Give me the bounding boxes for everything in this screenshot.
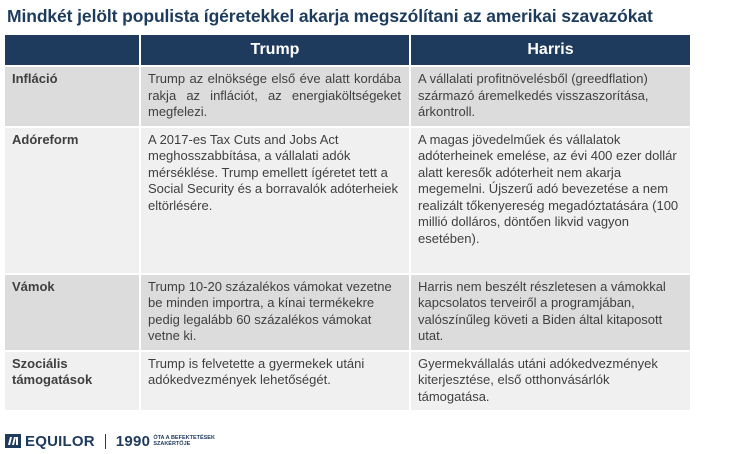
row-label: Vámok xyxy=(5,274,140,351)
trump-cell: Trump is felvetette a gyermekek utáni adókedvezmények lehetőségét. xyxy=(140,351,410,411)
table-row-social-support xyxy=(5,351,690,411)
page-title: Mindkét jelölt populista ígéretekkel akarja megszólítani az amerikai szavazókat xyxy=(7,6,653,26)
trump-cell: A 2017-es Tax Cuts and Jobs Act meghosszabbítása, a vállalati adók mérséklése. Trump emellett ígéretet tett a Social Security és a borravalók adóterheiek eltörlésére. xyxy=(140,127,410,274)
row-label: Adóreform xyxy=(5,127,140,274)
table-row-inflation xyxy=(5,66,690,127)
header-trump: Trump xyxy=(140,35,410,66)
header-harris: Harris xyxy=(410,35,690,66)
founding-year: 1990 xyxy=(115,432,151,450)
table-header-row xyxy=(5,35,690,66)
harris-cell: A vállalati profitnövelésből (greedflation) származó áremelkedés visszaszorítása, árkontroll. xyxy=(410,66,690,127)
footer xyxy=(5,432,215,450)
table-row-tariffs xyxy=(5,274,690,351)
harris-cell: Harris nem beszélt részletesen a vámokkal kapcsolatos terveiről a programjában, valószínűleg követi a Biden által kitaposott utat. xyxy=(410,274,690,351)
footer-divider xyxy=(105,434,106,449)
row-label: Infláció xyxy=(5,66,140,127)
harris-cell: Gyermekvállalás utáni adókedvezmények kiterjesztése, első otthonvásárlók támogatása. xyxy=(410,351,690,411)
tagline-line2: SZAKÉRTŐJE xyxy=(153,441,191,447)
brand-tagline xyxy=(153,435,215,448)
tagline-line1: ÓTA A BEFEKTETÉSEK xyxy=(153,434,215,441)
comparison-table xyxy=(5,35,690,410)
harris-cell: A magas jövedelműek és vállalatok adóterheinek emelése, az évi 400 ezer dollár alatt keresők adóterheit nem akarja megemelni. Újszerű adó bevezetése a nem realizált tőkenyereség megadóztatására (100 millió dolláros, döntően likvid vagyon esetében). xyxy=(410,127,690,274)
brand-name: EQUILOR xyxy=(25,432,95,450)
table-row-tax-reform xyxy=(5,127,690,274)
equilor-logo-icon xyxy=(5,434,21,448)
trump-cell: Trump az elnöksége első éve alatt kordába rakja az inflációt, az energiaköltségeket megfelezi. xyxy=(140,66,410,127)
header-empty xyxy=(5,35,140,66)
trump-cell: Trump 10-20 százalékos vámokat vezetne be minden importra, a kínai termékekre pedig legalább 60 százalékos vámokat vetne ki. xyxy=(140,274,410,351)
row-label: Szociális támogatások xyxy=(5,351,140,411)
